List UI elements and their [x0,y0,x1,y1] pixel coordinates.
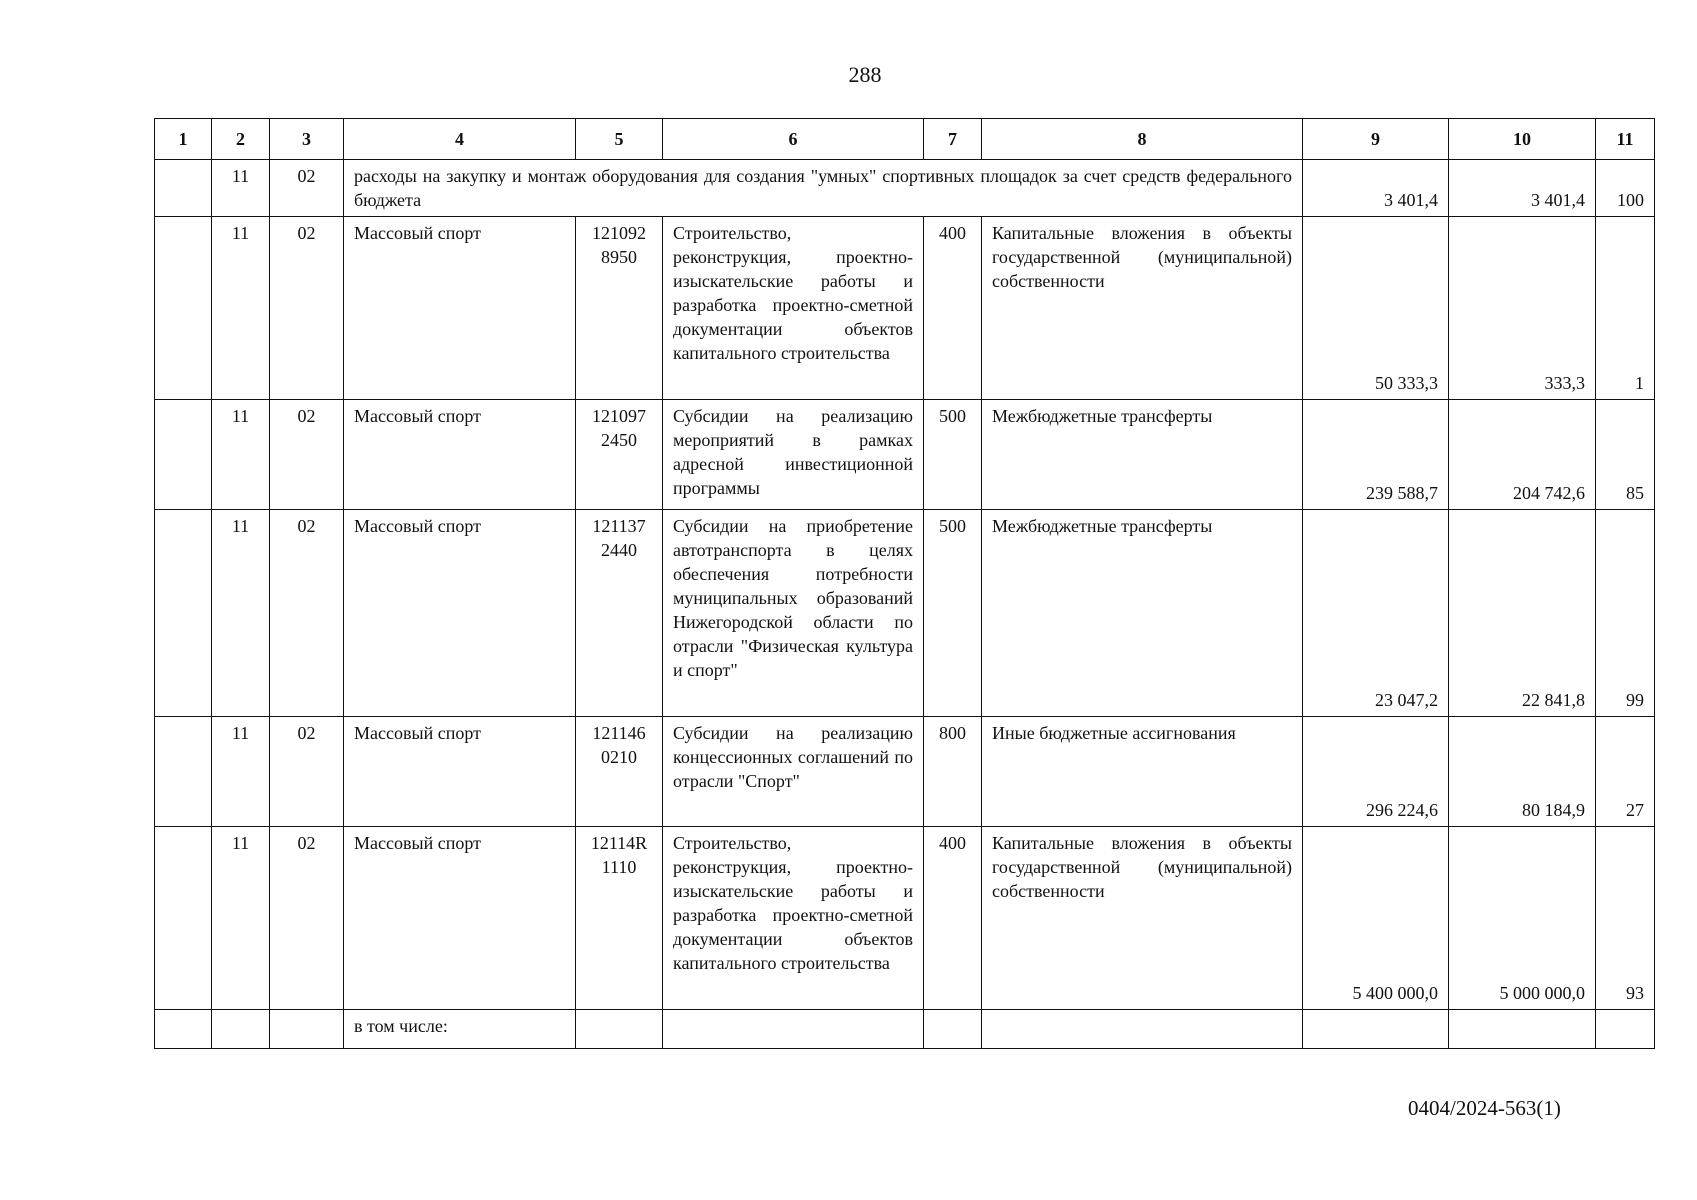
table-row [155,717,1655,827]
column-header: 11 [1596,119,1655,160]
cell-expense-type: 500 [924,510,982,717]
cell-actual-amount: 22 841,8 [1449,510,1596,717]
column-header: 7 [924,119,982,160]
table-row [155,217,1655,400]
cell-target-code: 121137 2440 [576,510,663,717]
page-number: 288 [848,62,882,87]
cell-section: 11 [212,217,270,400]
cell-expense-type: 800 [924,717,982,827]
cell-activity: Субсидии на реализацию концессионных соглашений по отрасли "Спорт" [663,717,924,827]
column-header: 2 [212,119,270,160]
header-row [155,119,1655,160]
cell-expense-type: 400 [924,217,982,400]
cell-percent: 93 [1596,827,1655,1010]
cell [663,1010,924,1049]
column-header: 6 [663,119,924,160]
cell-section: 11 [212,717,270,827]
cell-name: Массовый спорт [344,400,576,510]
table-row [155,400,1655,510]
cell-subsection: 02 [270,510,344,717]
cell-percent: 100 [1596,160,1655,217]
cell [155,1010,212,1049]
cell-percent: 85 [1596,400,1655,510]
cell-activity: Строительство, реконструкция, проектно-изыскательские работы и разработка проектно-сметной документации объектов капитального строительства [663,217,924,400]
cell-target-code: 121146 0210 [576,717,663,827]
cell-name: Массовый спорт [344,510,576,717]
cell-expense-name: Межбюджетные трансферты [982,400,1303,510]
column-header: 10 [1449,119,1596,160]
column-header: 8 [982,119,1303,160]
cell-section: 11 [212,827,270,1010]
cell [1449,1010,1596,1049]
cell-subsection: 02 [270,827,344,1010]
cell-name: Массовый спорт [344,217,576,400]
document-code: 0404/2024-563(1) [1408,1096,1561,1120]
cell [924,1010,982,1049]
cell-target-code: 121092 8950 [576,217,663,400]
cell-percent: 99 [1596,510,1655,717]
cell-actual-amount: 333,3 [1449,217,1596,400]
cell-expense-type: 400 [924,827,982,1010]
budget-table [154,118,1655,1049]
cell-subsection: 02 [270,217,344,400]
cell [270,1010,344,1049]
cell-actual-amount: 204 742,6 [1449,400,1596,510]
table-row [155,827,1655,1010]
column-header: 3 [270,119,344,160]
cell [155,510,212,717]
cell-planned-amount: 296 224,6 [1303,717,1449,827]
cell [155,217,212,400]
column-header: 9 [1303,119,1449,160]
cell-activity: Строительство, реконструкция, проектно-изыскательские работы и разработка проектно-сметной документации объектов капитального строительства [663,827,924,1010]
cell-expense-name: Капитальные вложения в объекты государственной (муниципальной) собственности [982,217,1303,400]
cell-actual-amount: 5 000 000,0 [1449,827,1596,1010]
table-row [155,510,1655,717]
column-header: 1 [155,119,212,160]
cell [155,827,212,1010]
cell-expense-name: Капитальные вложения в объекты государственной (муниципальной) собственности [982,827,1303,1010]
cell-section: 11 [212,510,270,717]
cell-expense-name: Иные бюджетные ассигнования [982,717,1303,827]
cell-name: Массовый спорт [344,717,576,827]
cell [212,1010,270,1049]
column-header: 4 [344,119,576,160]
cell-planned-amount: 5 400 000,0 [1303,827,1449,1010]
cell-target-code: 121097 2450 [576,400,663,510]
cell [155,400,212,510]
table-row-subtotal [155,1010,1655,1049]
cell [982,1010,1303,1049]
cell-section: 11 [212,400,270,510]
cell-section: 11 [212,160,270,217]
column-header: 5 [576,119,663,160]
cell-subsection: 02 [270,400,344,510]
cell-expense-type: 500 [924,400,982,510]
cell-subsection: 02 [270,160,344,217]
cell-actual-amount: 3 401,4 [1449,160,1596,217]
cell-planned-amount: 23 047,2 [1303,510,1449,717]
cell [1596,1010,1655,1049]
cell-activity: Субсидии на реализацию мероприятий в рамках адресной инвестиционной программы [663,400,924,510]
cell-percent: 27 [1596,717,1655,827]
cell-name: Массовый спорт [344,827,576,1010]
cell-actual-amount: 80 184,9 [1449,717,1596,827]
cell-percent: 1 [1596,217,1655,400]
cell-planned-amount: 239 588,7 [1303,400,1449,510]
cell [155,160,212,217]
cell-description: расходы на закупку и монтаж оборудования для создания "умных" спортивных площадок за счет средств федерального бюджета [344,160,1303,217]
cell-activity: Субсидии на приобретение автотранспорта в целях обеспечения потребности муниципальных образований Нижегородской области по отрасли "Физическая культура и спорт" [663,510,924,717]
table-row [155,160,1655,217]
cell-planned-amount: 3 401,4 [1303,160,1449,217]
cell-expense-name: Межбюджетные трансферты [982,510,1303,717]
cell [1303,1010,1449,1049]
cell [576,1010,663,1049]
cell-subtotal-label: в том числе: [344,1010,576,1049]
cell-planned-amount: 50 333,3 [1303,217,1449,400]
cell [155,717,212,827]
cell-subsection: 02 [270,717,344,827]
cell-target-code: 12114R 1110 [576,827,663,1010]
